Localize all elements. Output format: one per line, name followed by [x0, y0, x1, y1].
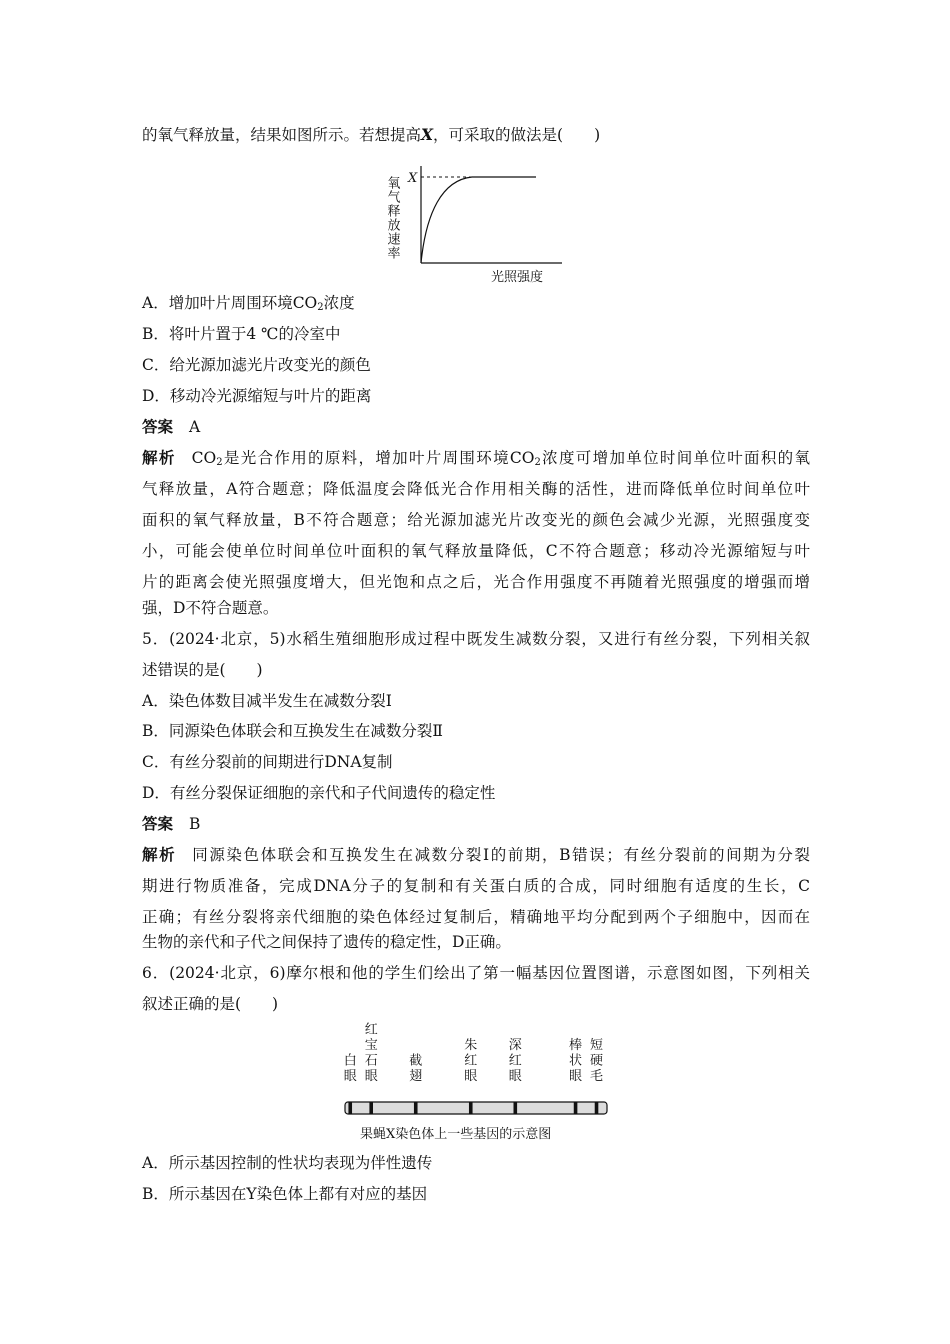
q4-graph-marker: X — [408, 171, 418, 186]
q6-option-a: A．所示基因控制的性状均表现为伴性遗传 — [142, 1154, 433, 1172]
q4-analysis-line: 解析 $CO_2$是光合作用的原料，增加叶片周围环境$CO_2$浓度可增加单位时间单位叶面积的氧 — [142, 449, 810, 468]
q4-analysis-line: 面积的氧气释放量，B不符合题意；给光源加滤光片改变光的颜色会减少光源，光照强度变 — [142, 511, 810, 529]
gene-label: 棒状眼 — [569, 1038, 583, 1084]
q5-stem-line: 5．(2024·北京，5)水稻生殖细胞形成过程中既发生减数分裂，又进行有丝分裂，下列相关叙 — [142, 630, 810, 648]
q4-option-c: C．给光源加滤光片改变光的颜色 — [142, 356, 371, 374]
gene-band — [514, 1102, 518, 1114]
q5-option-a: A．染色体数目减半发生在减数分裂Ⅰ — [142, 692, 392, 710]
gene-label: 截翅 — [409, 1053, 423, 1084]
q4-graph-xlabel: 光照强度 — [491, 270, 544, 285]
q6-chromosome-diagram — [330, 1016, 620, 1146]
gene-label: 短硬毛 — [590, 1038, 604, 1084]
gene-band — [469, 1102, 473, 1114]
q5-option-c: C．有丝分裂前的间期进行DNA复制 — [142, 753, 393, 771]
q6-stem-line: 6．(2024·北京，6)摩尔根和他的学生们绘出了第一幅基因位置图谱，示意图如图，下列相关 — [142, 964, 810, 982]
gene-band — [414, 1102, 418, 1114]
gene-label: 深红眼 — [508, 1038, 522, 1084]
q4-option-b: B．将叶片置于4 ℃的冷室中 — [142, 325, 341, 343]
q4-stem-var: X — [421, 125, 434, 144]
q5-analysis-line: 期进行物质准备，完成DNA分子的复制和有关蛋白质的合成，同时细胞有适度的生长，C — [142, 877, 810, 895]
q5-option-d: D．有丝分裂保证细胞的亲代和子代间遗传的稳定性 — [142, 784, 496, 802]
q5-stem-line: 述错误的是( ) — [142, 661, 263, 679]
q4-graph-ylabel: 氧气释放速率 — [384, 176, 400, 260]
q4-graph-curve — [421, 177, 536, 263]
gene-band — [574, 1102, 578, 1114]
gene-label: 白眼 — [343, 1053, 357, 1084]
q4-analysis-line: 强，D不符合题意。 — [142, 599, 279, 617]
q6-option-b: B．所示基因在Y染色体上都有对应的基因 — [142, 1185, 428, 1203]
q5-analysis-line: 解析 同源染色体联会和互换发生在减数分裂Ⅰ的前期，B错误；有丝分裂前的间期为分裂 — [142, 846, 810, 864]
gene-label: 朱红眼 — [464, 1038, 478, 1084]
q4-analysis-line: 小，可能会使单位时间单位叶面积的氧气释放量降低，C不符合题意；移动冷光源缩短与叶 — [142, 542, 810, 560]
q5-option-b: B．同源染色体联会和互换发生在减数分裂Ⅱ — [142, 722, 443, 740]
q4-option-d: D．移动冷光源缩短与叶片的距离 — [142, 387, 372, 405]
gene-band — [348, 1102, 352, 1114]
q4-analysis-line: 片的距离会使光照强度增大，但光饱和点之后，光合作用强度不再随着光照强度的增强而增 — [142, 573, 810, 591]
q4-graph — [380, 158, 570, 286]
q6-stem-line: 叙述正确的是( ) — [142, 995, 279, 1013]
q4-analysis-line: 气释放量，A符合题意；降低温度会降低光合作用相关酶的活性，进而降低单位时间单位叶 — [142, 480, 810, 498]
gene-band — [595, 1102, 599, 1114]
gene-band — [369, 1102, 373, 1114]
q6-chromosome-bar — [345, 1102, 607, 1114]
q5-analysis-line: 生物的亲代和子代之间保持了遗传的稳定性，D正确。 — [142, 933, 511, 951]
q6-caption: 果蝇X染色体上一些基因的示意图 — [360, 1127, 552, 1142]
q4-stem: 的氧气释放量，结果如图所示。若想提高X，可采取的做法是( ) — [142, 125, 601, 144]
q4-option-a: A．增加叶片周围环境$CO_2$浓度 — [142, 294, 355, 313]
gene-label: 红宝石眼 — [364, 1022, 378, 1084]
q5-answer: 答案 B — [142, 815, 201, 833]
q4-answer: 答案 A — [142, 418, 201, 436]
q5-analysis-line: 正确；有丝分裂将亲代细胞的染色体经过复制后，精确地平均分配到两个子细胞中，因而在 — [142, 908, 810, 926]
